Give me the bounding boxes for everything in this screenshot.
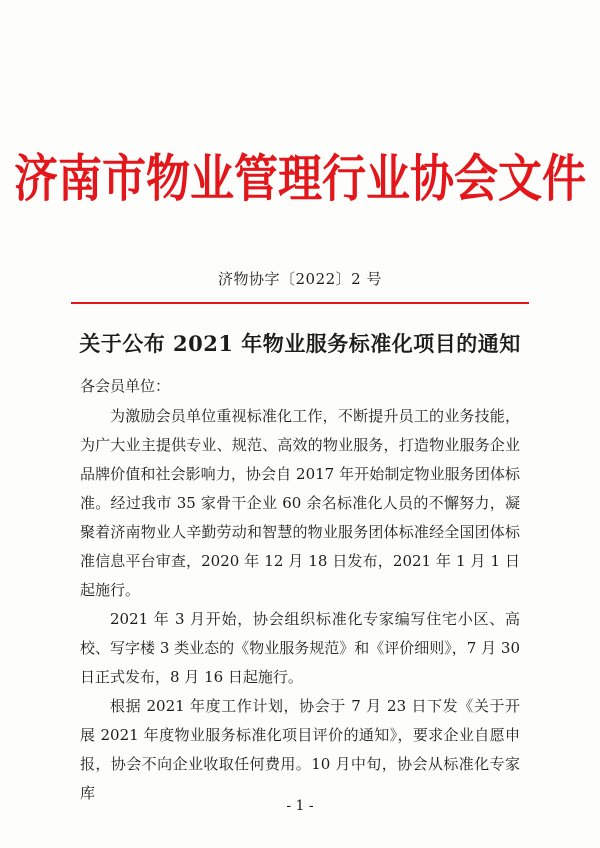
document-header-title: 济南市物业管理行业协会文件 (14, 150, 586, 209)
red-divider-line (71, 302, 529, 304)
page-number: - 1 - (286, 798, 314, 814)
document-number: 济物协字〔2022〕2 号 (218, 270, 382, 288)
notice-title: 关于公布 2021 年物业服务标准化项目的通知 (79, 331, 521, 356)
paragraph: 2021 年 3 月开始，协会组织标准化专家编写住宅小区、高校、写字楼 3 类业态的《物业服务规范》和《评价细则》，7 月 30 日正式发布，8 月 16 日起施行。 (80, 610, 520, 686)
body-text (80, 402, 520, 808)
paragraph: 根据 2021 年度工作计划，协会于 7 月 23 日下发《关于开展 2021 年度物业服务标准化项目评价的通知》，要求企业自愿申报，协会不向企业收取任何费用。10 月中旬，协会从标准化专家库 (80, 697, 520, 802)
salutation: 各会员单位： (80, 377, 171, 395)
paragraph: 为激励会员单位重视标准化工作，不断提升员工的业务技能，为广大业主提供专业、规范、高效的物业服务，打造物业服务企业品牌价值和社会影响力，协会自 2017 年开始制定物业服务团体标准。经过我市 35 家骨干企业 60 余名标准化人员的不懈努力，凝聚着济南物业人辛勤劳动和智慧的物业服务团体标准经全国团体标准信息平台审查，2020 年 12 月 18 日发布，2021 年 1 月 1 日起施行。 (80, 407, 520, 599)
